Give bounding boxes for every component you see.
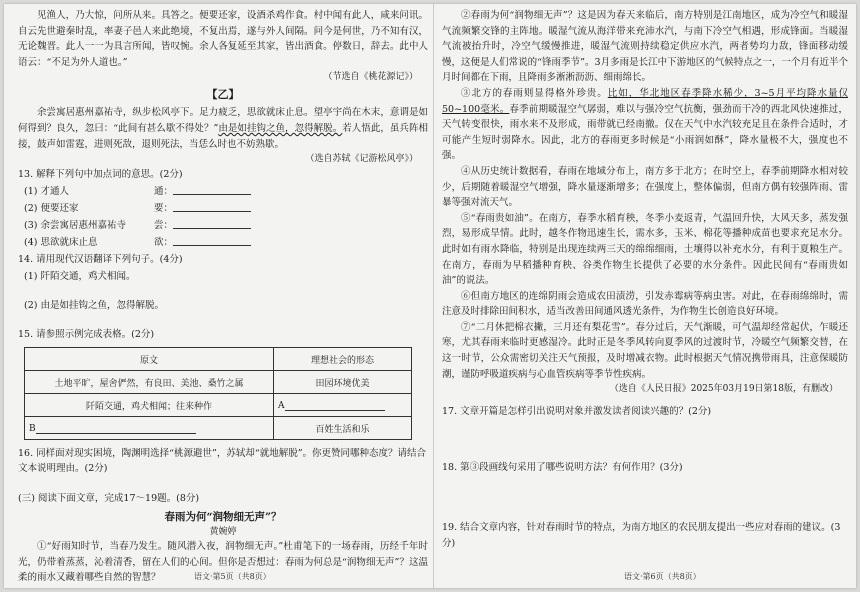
q13-item-4 bbox=[18, 234, 428, 251]
question-16: 16. 同样面对现实困境，陶渊明选择“桃源避世”，苏轼却“就地解脱”。你更赞同哪种态度？请结合文本说明理由。(2分) bbox=[18, 448, 427, 475]
answer-space[interactable] bbox=[18, 476, 428, 490]
q13-item-text: (2) 便要还家 bbox=[24, 203, 79, 215]
passage-a-source: （节选自《桃花源记》） bbox=[323, 72, 418, 83]
left-page bbox=[18, 8, 428, 586]
underlined-sentence: 比如，华北地区春季降水稀少，3~5月平均降水量仅50~100毫米。 bbox=[442, 87, 848, 115]
q13-item-text: (1) 才通人 bbox=[24, 186, 69, 198]
q13-item-text: (3) 余尝寓居惠州嘉祐寺 bbox=[24, 220, 126, 232]
table-row bbox=[25, 371, 412, 394]
answer-blank[interactable] bbox=[36, 423, 196, 434]
q13-item-2 bbox=[18, 200, 428, 217]
answer-blank[interactable] bbox=[173, 217, 251, 229]
table-cell: 田园环境优美 bbox=[274, 371, 412, 394]
passage-b-text-start: 余尝寓居惠州嘉祐寺，纵步松风亭下。足力疲乏，思欲就床止息。望亭宇尚在木末，意谓是如何得到？良久，忽曰：“此间有甚么歇不得处？” bbox=[18, 107, 428, 134]
blank-label: B bbox=[29, 423, 36, 434]
answer-blank[interactable] bbox=[173, 234, 251, 246]
q14-item-1: (1) 阡陌交通，鸡犬相闻。 bbox=[24, 271, 136, 283]
q13-item-char: 通： bbox=[154, 186, 174, 198]
q13-item-char: 尝： bbox=[154, 220, 174, 232]
question-15: 15. 请参照示例完成表格。(2分) bbox=[18, 329, 155, 341]
page-divider bbox=[433, 4, 434, 588]
page-footer-left: 语文·第5页（共8页） bbox=[194, 572, 271, 581]
article-author: 黄婉婷 bbox=[209, 527, 237, 538]
article-para-5: ⑤“春雨贵如油”。在南方，春季水稻育秧，冬季小麦返青，气温回升快，大风天多，蒸发强烈，易形成旱情。此时，越冬作物迅速生长，需水多，玉米、棉花等播种成苗也要求充足水分。此时如有雨水降临，特别是出现连续两三天的绵绵细雨，土壤得以补充水分，有利于夏粮生产。在南方，春雨为早稻播种育秧、谷类作物生长提供了必要的水分条件。因此民间有“春雨贵如油”的说法。 bbox=[442, 212, 848, 287]
passage-b-heading: 【乙】 bbox=[206, 88, 240, 102]
section-3-heading: (三) 阅读下面文章，完成17～19题。(8分) bbox=[18, 493, 200, 505]
wavy-underlined-sentence: 由是如挂钩之鱼，忽得解脱。 bbox=[218, 122, 343, 134]
article-para-4: ④从历史统计数据看，春雨在地域分布上，南方多于北方；在时空上，春季前期降水相对较少，后期随着暖湿空气增强，降水量逐渐增多；在强度上，整体偏弱，但南方偶有较强阵雨、雷暴等强对流天气。 bbox=[442, 165, 848, 209]
answer-blank[interactable] bbox=[173, 200, 251, 212]
table-cell: 百姓生活和乐 bbox=[274, 417, 412, 440]
table-cell-blank-b[interactable] bbox=[25, 417, 274, 440]
answer-space[interactable] bbox=[18, 285, 428, 297]
passage-b-text bbox=[18, 105, 428, 152]
q13-item-char: 要： bbox=[154, 203, 174, 215]
para-3-end: 春季前期暖湿空气孱弱，难以与强冷空气抗衡，强劲而干冷的西北风快速推过，天气转变很快，雨水来不及形成，雨带就已经南撤。仅在天气中水汽较充足且在条件合适时，才可能产生短时弱降水。因此，北方的春雨更多时候是“小雨润如酥”，降水量极不大，强度也不强。 bbox=[442, 103, 848, 162]
article-para-1: ①“好雨知时节，当春乃发生。随风潜入夜，润物细无声。”杜甫笔下的一场春雨，历经千年时光，仍带着蒸蒸，沁着清香，留在人们的心间。但你是否想过：春雨为何总是“润物细无声”？这温柔的雨水又藏着哪些自然的智慧？ bbox=[18, 541, 428, 584]
q14-item-2: (2) 由是如挂钩之鱼，忽得解脱。 bbox=[24, 300, 164, 312]
comparison-table bbox=[24, 347, 412, 440]
passage-b-source: （选自苏轼《记游松风亭》） bbox=[305, 154, 418, 165]
question-19: 19. 结合文章内容，针对春雨时节的特点，为南方地区的农民朋友提出一些应对春雨的建议。(3分) bbox=[442, 522, 841, 550]
table-row bbox=[25, 417, 412, 440]
passage-b-text-end: 若人悟此，虽兵阵相接，鼓声如雷霆，进则死敌，退则死法，当恁么时也不妨熟歇。 bbox=[18, 122, 428, 150]
article-title: 春雨为何“润物细无声”？ bbox=[164, 511, 282, 524]
table-cell: 土地平旷，屋舍俨然，有良田、美池、桑竹之属 bbox=[25, 371, 274, 394]
answer-space[interactable] bbox=[18, 314, 428, 326]
page-footer-right: 语文·第6页（共8页） bbox=[624, 572, 701, 581]
table-cell-blank-a[interactable] bbox=[274, 394, 412, 417]
article-para-7: ⑦“二月休把棉衣撇，三月还有梨花雪”。春分过后，天气渐暖，可气温却经常起伏，乍暖还寒，尤其春雨来临时更感湿冷。此时正是冬季风转向夏季风的过渡时节，冷暖空气频繁交替，在这一时节，公众需密切关注天气预报，及时增减衣物。此时根据天气情况携带雨具，注意保暖防潮，谨防呼吸道疾病与心血管疾病等季节性疾病。 bbox=[442, 321, 848, 380]
question-18: 18. 第③段画线句采用了哪些说明方法？有何作用？(3分) bbox=[442, 462, 683, 474]
passage-a-text: 见渔人，乃大惊，问所从来。具答之。便要还家，设酒杀鸡作食。村中闻有此人，咸来问讯。自云先世避秦时乱，率妻子邑人来此绝境，不复出焉，遂与外人间隔。问今是何世，乃不知有汉，无论魏晋。此人一一为具言所闻，皆叹惋。余人各复延至其家，皆出酒食。停数日，辞去。此中人语云：“不足为外人道也。” bbox=[18, 10, 428, 68]
q13-item-1 bbox=[18, 183, 428, 200]
q13-item-text: (4) 思欲就床止息 bbox=[24, 237, 98, 249]
question-17: 17. 文章开篇是怎样引出说明对象并激发读者阅读兴趣的？(2分) bbox=[442, 406, 712, 418]
para-3-start: ③北方的春雨则显得格外珍贵。 bbox=[461, 87, 608, 99]
blank-label: A bbox=[278, 400, 285, 411]
right-page bbox=[442, 8, 848, 552]
question-14: 14. 请用现代汉语翻译下列句子。(4分) bbox=[18, 254, 183, 266]
answer-blank[interactable] bbox=[285, 400, 385, 411]
q13-item-3 bbox=[18, 217, 428, 234]
article-para-6: ⑥但南方地区的连绵阴雨会造成农田渍涝，引发赤霉病等病虫害。对此，在春雨绵绵时，需注意及时排除田间积水，适当改善田间通风透光条件，为作物生长创造良好环境。 bbox=[442, 290, 848, 318]
article-para-3 bbox=[442, 86, 848, 164]
table-row bbox=[25, 348, 412, 371]
exam-sheet bbox=[4, 4, 856, 588]
article-para-2: ②春雨为何“润物细无声”？这是因为春天来临后，南方特别是江南地区，成为冷空气和暖湿气流频繁交锋的主阵地。暖湿气流从海洋带来充沛水汽，与南下冷空气相遇，形成锋面。当暖湿气流被抬升时，冷空气缓慢推进，暖湿气流则持续稳定供应水汽，两者势均力敌，锋面移动缓慢，这便是人们常说的“锋雨季节”。3月多雨是长江中下游地区的气候特点之一，一个月有近半个月时间都在下雨，且降雨多淅淅沥沥、细雨绵长。 bbox=[442, 10, 848, 84]
table-row bbox=[25, 394, 412, 417]
table-header-cell: 原文 bbox=[25, 348, 274, 371]
article-source: （选自《人民日报》2025年03月19日第18版，有删改） bbox=[609, 384, 838, 395]
table-cell: 阡陌交通，鸡犬相闻；往来种作 bbox=[25, 394, 274, 417]
table-header-cell: 理想社会的形态 bbox=[274, 348, 412, 371]
q13-item-char: 欲： bbox=[154, 237, 174, 249]
question-13: 13. 解释下列句中加点词的意思。(2分) bbox=[18, 169, 183, 181]
answer-blank[interactable] bbox=[173, 183, 251, 195]
